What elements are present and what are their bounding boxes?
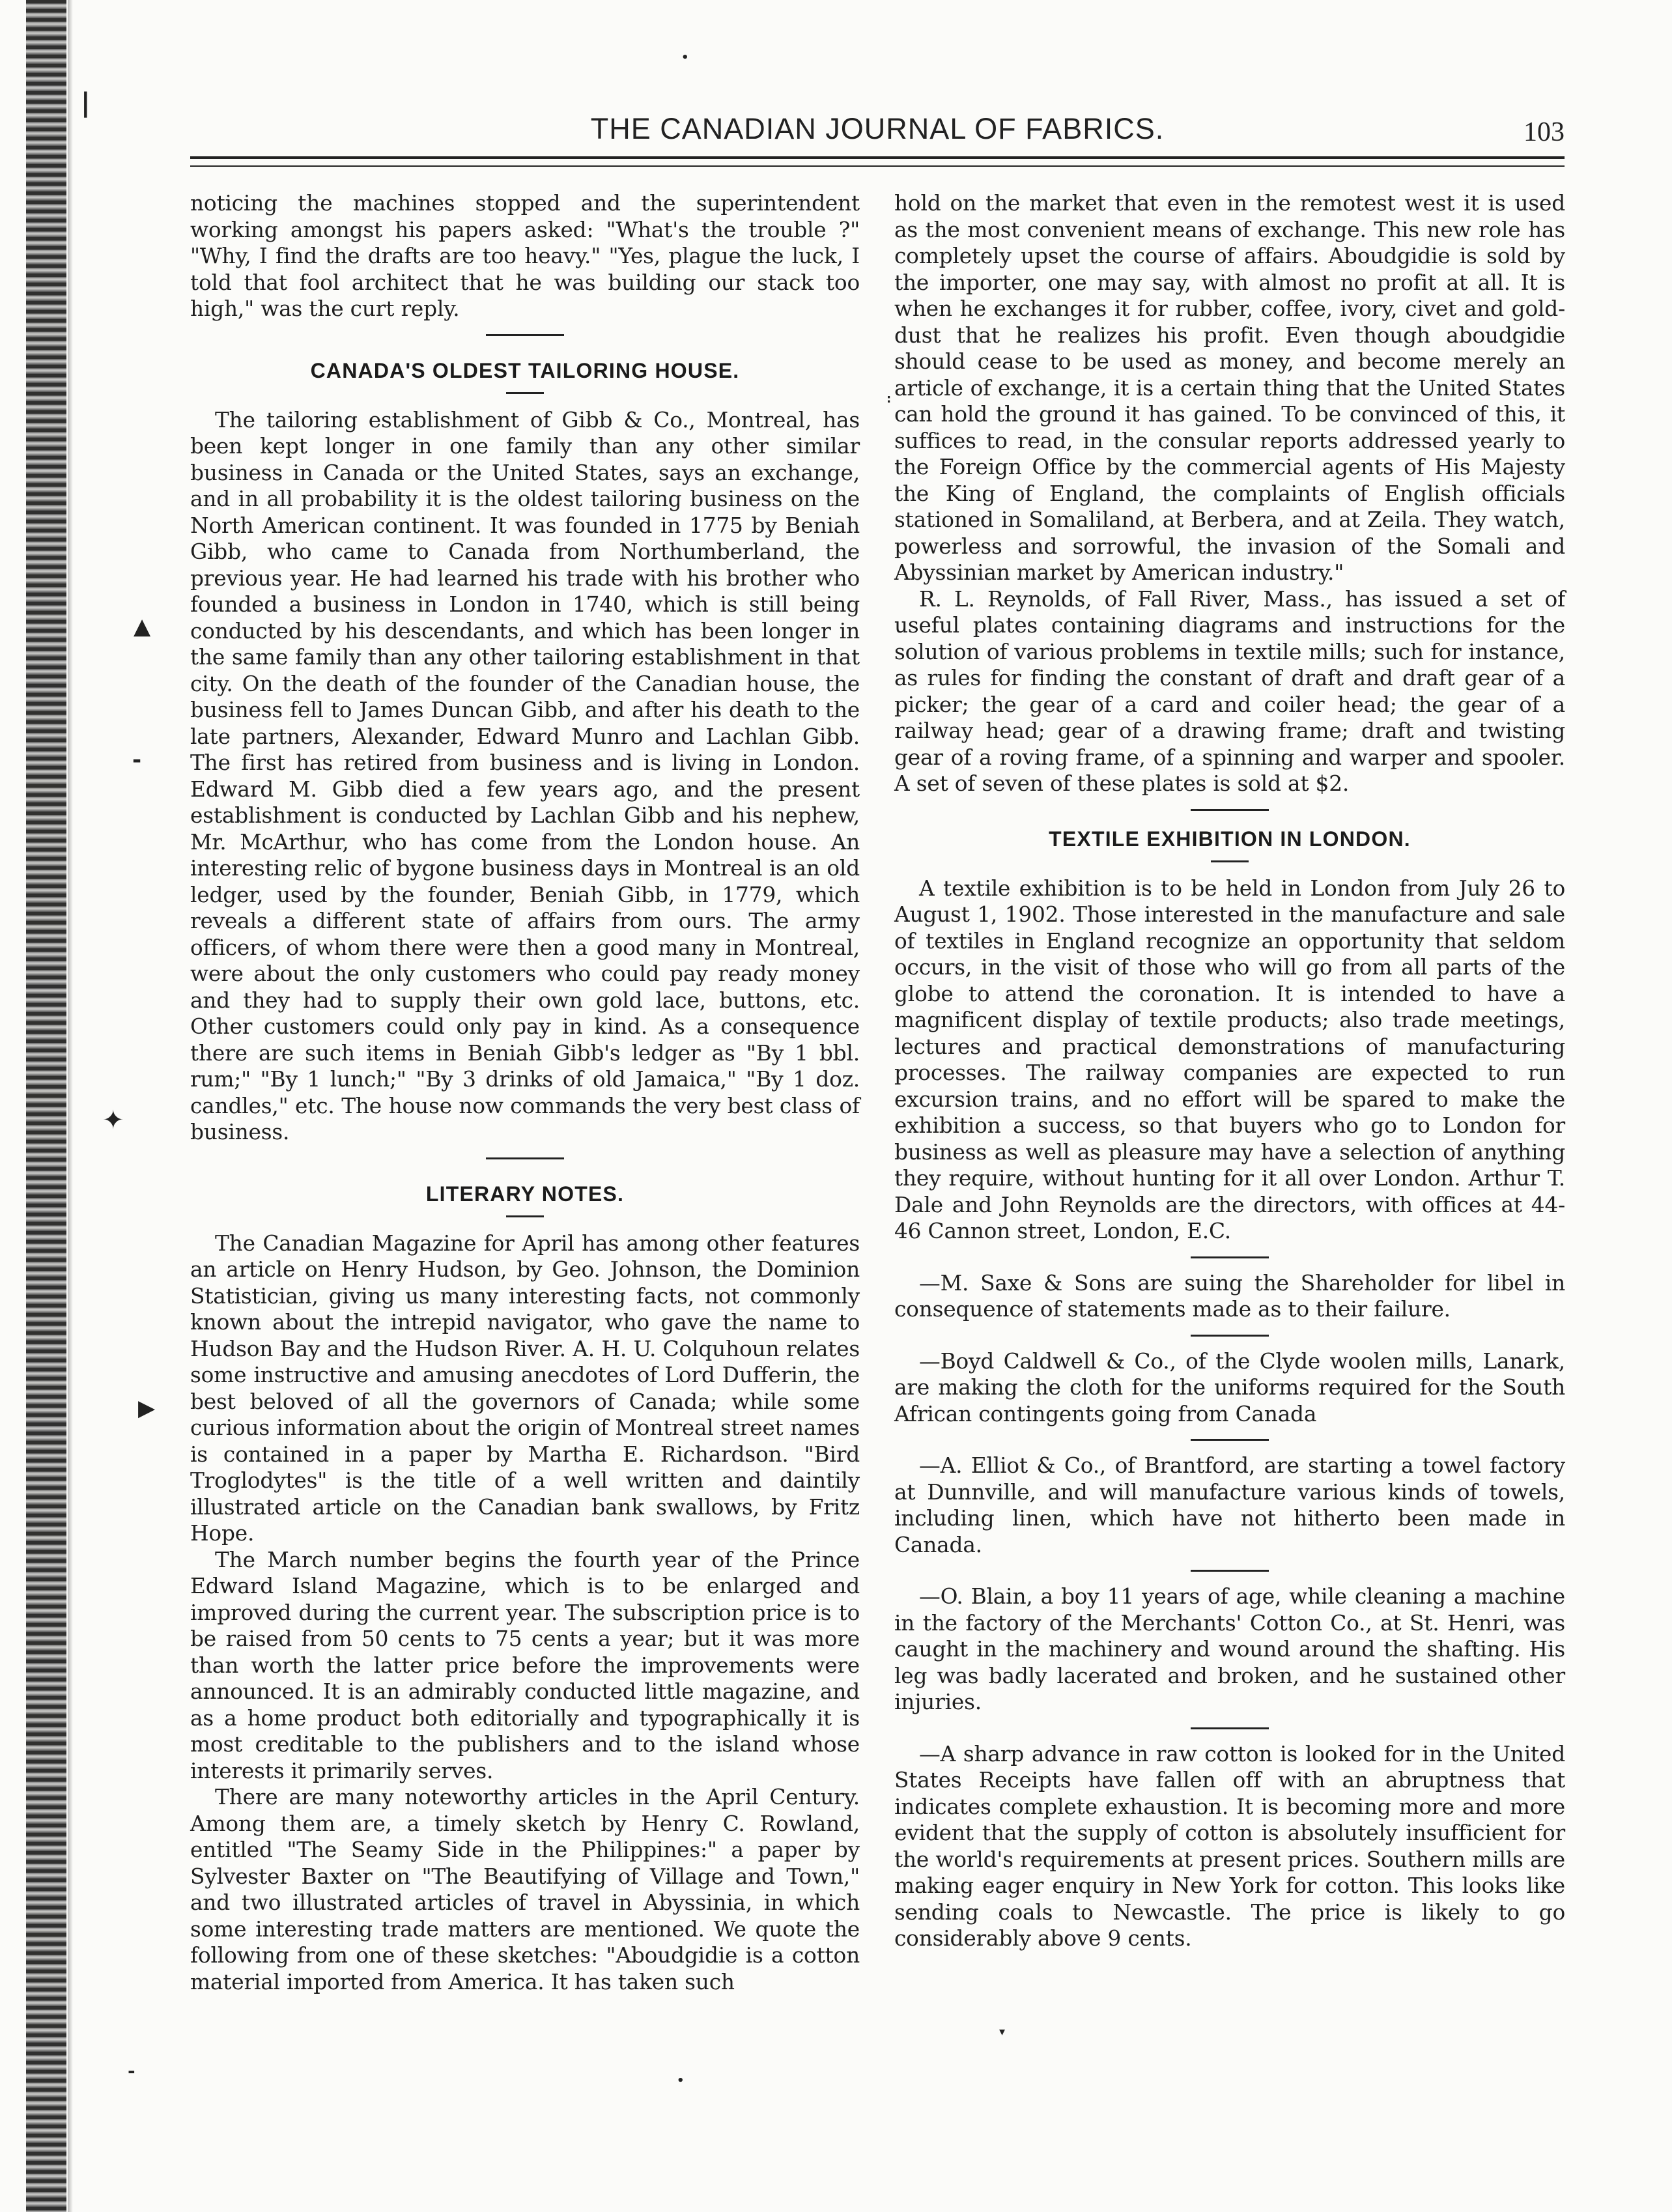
literary-notes-paragraph-1: The Canadian Magazine for April has among other features an article on Henry Hudson, by Geo. Johnson, the Dominion Statistician, giving us many interesting facts, not commonly known about the intrepid navigator, who gave the name to Hudson Bay and the Hudson River. A. H. U. Colquhoun relates some instructive and amusing anecdotes of Lord Dufferin, the best beloved of all the governors of Canada; while some curious information about the origin of Montreal street names is contained in a paper by Martha E. Richardson. "Bird Troglodytes" is the title of a well written and daintily illustrated article on the Canadian bank swallows, by Fritz Hope. [190, 1230, 860, 1546]
literary-notes-paragraph-2: The March number begins the fourth year of the Prince Edward Island Magazine, which is to be enlarged and improved during the current year. The subscription price is to be raised from 50 cents to 75 cents a year; but it was more than worth the latter price before the improvements were announced. It is an admirably conducted little magazine, and as a home product both editorially and typographically it is most creditable to the publishers and to the island whose interests it primarily serves. [190, 1547, 860, 1783]
journal-header [190, 104, 1565, 176]
margin-mark-right-dot: ▾ [999, 2025, 1006, 2039]
margin-mark-dash: - [132, 747, 142, 773]
note-divider [1191, 1439, 1269, 1441]
section-heading-textile-exhibition: TEXTILE EXHIBITION IN LONDON. [1049, 827, 1411, 851]
page-number: 103 [1523, 117, 1565, 147]
margin-mark-center-dot-top: • [681, 51, 689, 64]
journal-title: THE CANADIAN JOURNAL OF FABRICS. [590, 112, 1165, 145]
left-intro-paragraph: noticing the machines stopped and the superintendent working amongst his papers asked: "What's the trouble ?" "Why, I find the drafts are too heavy." "Yes, plague the luck, I told that fool architect that he was building our stack too high," was the curt reply. [190, 191, 860, 321]
section-divider [486, 334, 564, 336]
section-divider [486, 1157, 564, 1159]
header-rule-top [190, 156, 1565, 159]
heading-underline [1211, 860, 1249, 862]
right-column [894, 190, 1565, 1952]
news-note-raw-cotton: —A sharp advance in raw cotton is looked for in the United States Receipts have fallen off with an abruptness that indicates complete exhaustion. It is becoming more and more evident that the supply of cotton is absolutely insufficient for the world's requirements at present prices. Southern mills are making eager enquiry in New York for cotton. This looks like sending coals to Newcastle. The price is likely to go considerably above 9 cents. [894, 1741, 1565, 1951]
margin-mark-small-dash: - [128, 2060, 135, 2082]
news-note-boyd-caldwell: —Boyd Caldwell & Co., of the Clyde woolen mills, Lanark, are making the cloth for the uniforms required for the South African contingents going from Canada [894, 1348, 1565, 1426]
margin-mark-top-left: | [81, 88, 91, 118]
note-divider [1191, 1727, 1269, 1729]
note-divider [1191, 1335, 1269, 1337]
book-binding-edge [26, 0, 66, 2212]
margin-mark-pointer: ▶ [138, 1395, 156, 1421]
section-heading-tailoring-house: CANADA'S OLDEST TAILORING HOUSE. [310, 358, 740, 382]
margin-mark-arrow: ▲ [134, 614, 151, 640]
note-divider [1191, 1570, 1269, 1572]
heading-underline [506, 1215, 544, 1217]
news-note-saxe-sons: —M. Saxe & Sons are suing the Shareholder for libel in consequence of statements made as to their failure. [894, 1270, 1565, 1322]
header-rule-bottom [190, 165, 1565, 167]
left-column [190, 190, 860, 1995]
margin-mark-blot: ✦ [102, 1105, 124, 1135]
heading-underline [506, 392, 544, 394]
right-continuation-paragraph: hold on the market that even in the remotest west it is used as the most convenient means of exchange. This new role has completely upset the course of affairs. Aboudgidie is sold by the importer, one may say, with almost no profit at all. It is when he exchanges it for rubber, coffee, ivory, civet and gold-dust that he realizes his profit. Even though aboudgidie should cease to be used as money, and become merely an article of exchange, it is a certain thing that the United States can hold the ground it has gained. To be convinced of this, it suffices to read, in the consular reports addressed yearly to the Foreign Office by the commercial agents of His Majesty the King of England, the complaints of English officials stationed in Somaliland, at Berbera, and at Zeila. They watch, powerless and sorrowful, the invasion of the Somali and Abyssinian market by American industry." [894, 191, 1565, 585]
margin-mark-center-dot-bottom: • [677, 2074, 685, 2088]
note-divider [1191, 1256, 1269, 1258]
news-note-blain-accident: —O. Blain, a boy 11 years of age, while cleaning a machine in the factory of the Merchants' Cotton Co., at St. Henri, was caught in the machinery and wound around the shafting. His leg was badly lacerated and broken, and he sustained other injuries. [894, 1584, 1565, 1714]
section-heading-literary-notes: LITERARY NOTES. [425, 1182, 625, 1206]
textile-exhibition-paragraph: A textile exhibition is to be held in London from July 26 to August 1, 1902. Those interested in the manufacture and sale of textiles in England recognize an opportunity that seldom occurs, in the visit of those who will go from all parts of the globe to attend the coronation. It is intended to have a magnificent display of textile products; also trade meetings, lectures and practical demonstrations of manufacturing processes. The railway companies are expected to run excursion trains, and no effort will be spared to make the exhibition a success, so that buyers who go to London for business as well as pleasure may have a selection of anything they require, without hunting for it all over London. Arthur T. Dale and John Reynolds are the directors, with offices at 44-46 Cannon street, London, E.C. [894, 875, 1565, 1243]
reynolds-paragraph: R. L. Reynolds, of Fall River, Mass., has issued a set of useful plates containing diagrams and instructions for the solution of various problems in textile mills; such for instance, as rules for finding the constant of draft and draft gear of a picker; the gear of a card and coiler head; the gear of a railway head; gear of a drawing frame; draft and twisting gear of a roving frame, of a spinning and warper and spooler. A set of seven of these plates is sold at $2. [894, 586, 1565, 796]
literary-notes-paragraph-3: There are many noteworthy articles in the April Century. Among them are, a timely sketch by Henry C. Rowland, entitled "The Seamy Side in the Philippines:" a paper by Sylvester Baxter on "The Beautifying of Village and Town," and two illustrated articles of travel in Abyssinia, in which some interesting trade matters are mentioned. We quote the following from one of these sketches: "Aboudgidie is a cotton material imported from America. It has taken such [190, 1785, 860, 1994]
news-note-elliot-co: —A. Elliot & Co., of Brantford, are starting a towel factory at Dunnville, and will manufacture various kinds of towels, including linen, which have not hitherto been made in Canada. [894, 1453, 1565, 1557]
tailoring-house-paragraph: The tailoring establishment of Gibb & Co., Montreal, has been kept longer in one family than any other similar business in Canada or the United States, says an exchange, and in all probability it is the oldest tailoring business on the North American continent. It was founded in 1775 by Beniah Gibb, who came to Canada from Northumberland, the previous year. He had learned his trade with his brother who founded a business in London in 1740, which is still being conducted by his descendants, and which has been longer in the same family than any other tailoring establishment in that city. On the death of the founder of the Canadian house, the business fell to James Duncan Gibb, and after his death to the late partners, Alexander, Edward Munro and Lachlan Gibb. The first has retired from business and is living in London. Edward M. Gibb died a few years ago, and the present establishment is conducted by Lachlan Gibb and his nephew, Mr. McArthur, who has come from the London house. An interesting relic of bygone business days in Montreal is an old ledger, used by the founder, Beniah Gibb, in 1779, which reveals a different state of affairs from ours. The army officers, of whom there were then a good many in Montreal, were about the only customers who could pay ready money and they had to supply their own gold lace, buttons, etc. Other customers could only pay in kind. As a consequence there are such items in Beniah Gibb's ledger as "By 1 bbl. rum;" "By 1 lunch;" "By 3 drinks of old Jamaica," "By 1 doz. candles," etc. The house now commands the very best class of business. [190, 407, 860, 1144]
section-divider [1191, 809, 1269, 811]
margin-mark-right-small: : [886, 392, 892, 406]
